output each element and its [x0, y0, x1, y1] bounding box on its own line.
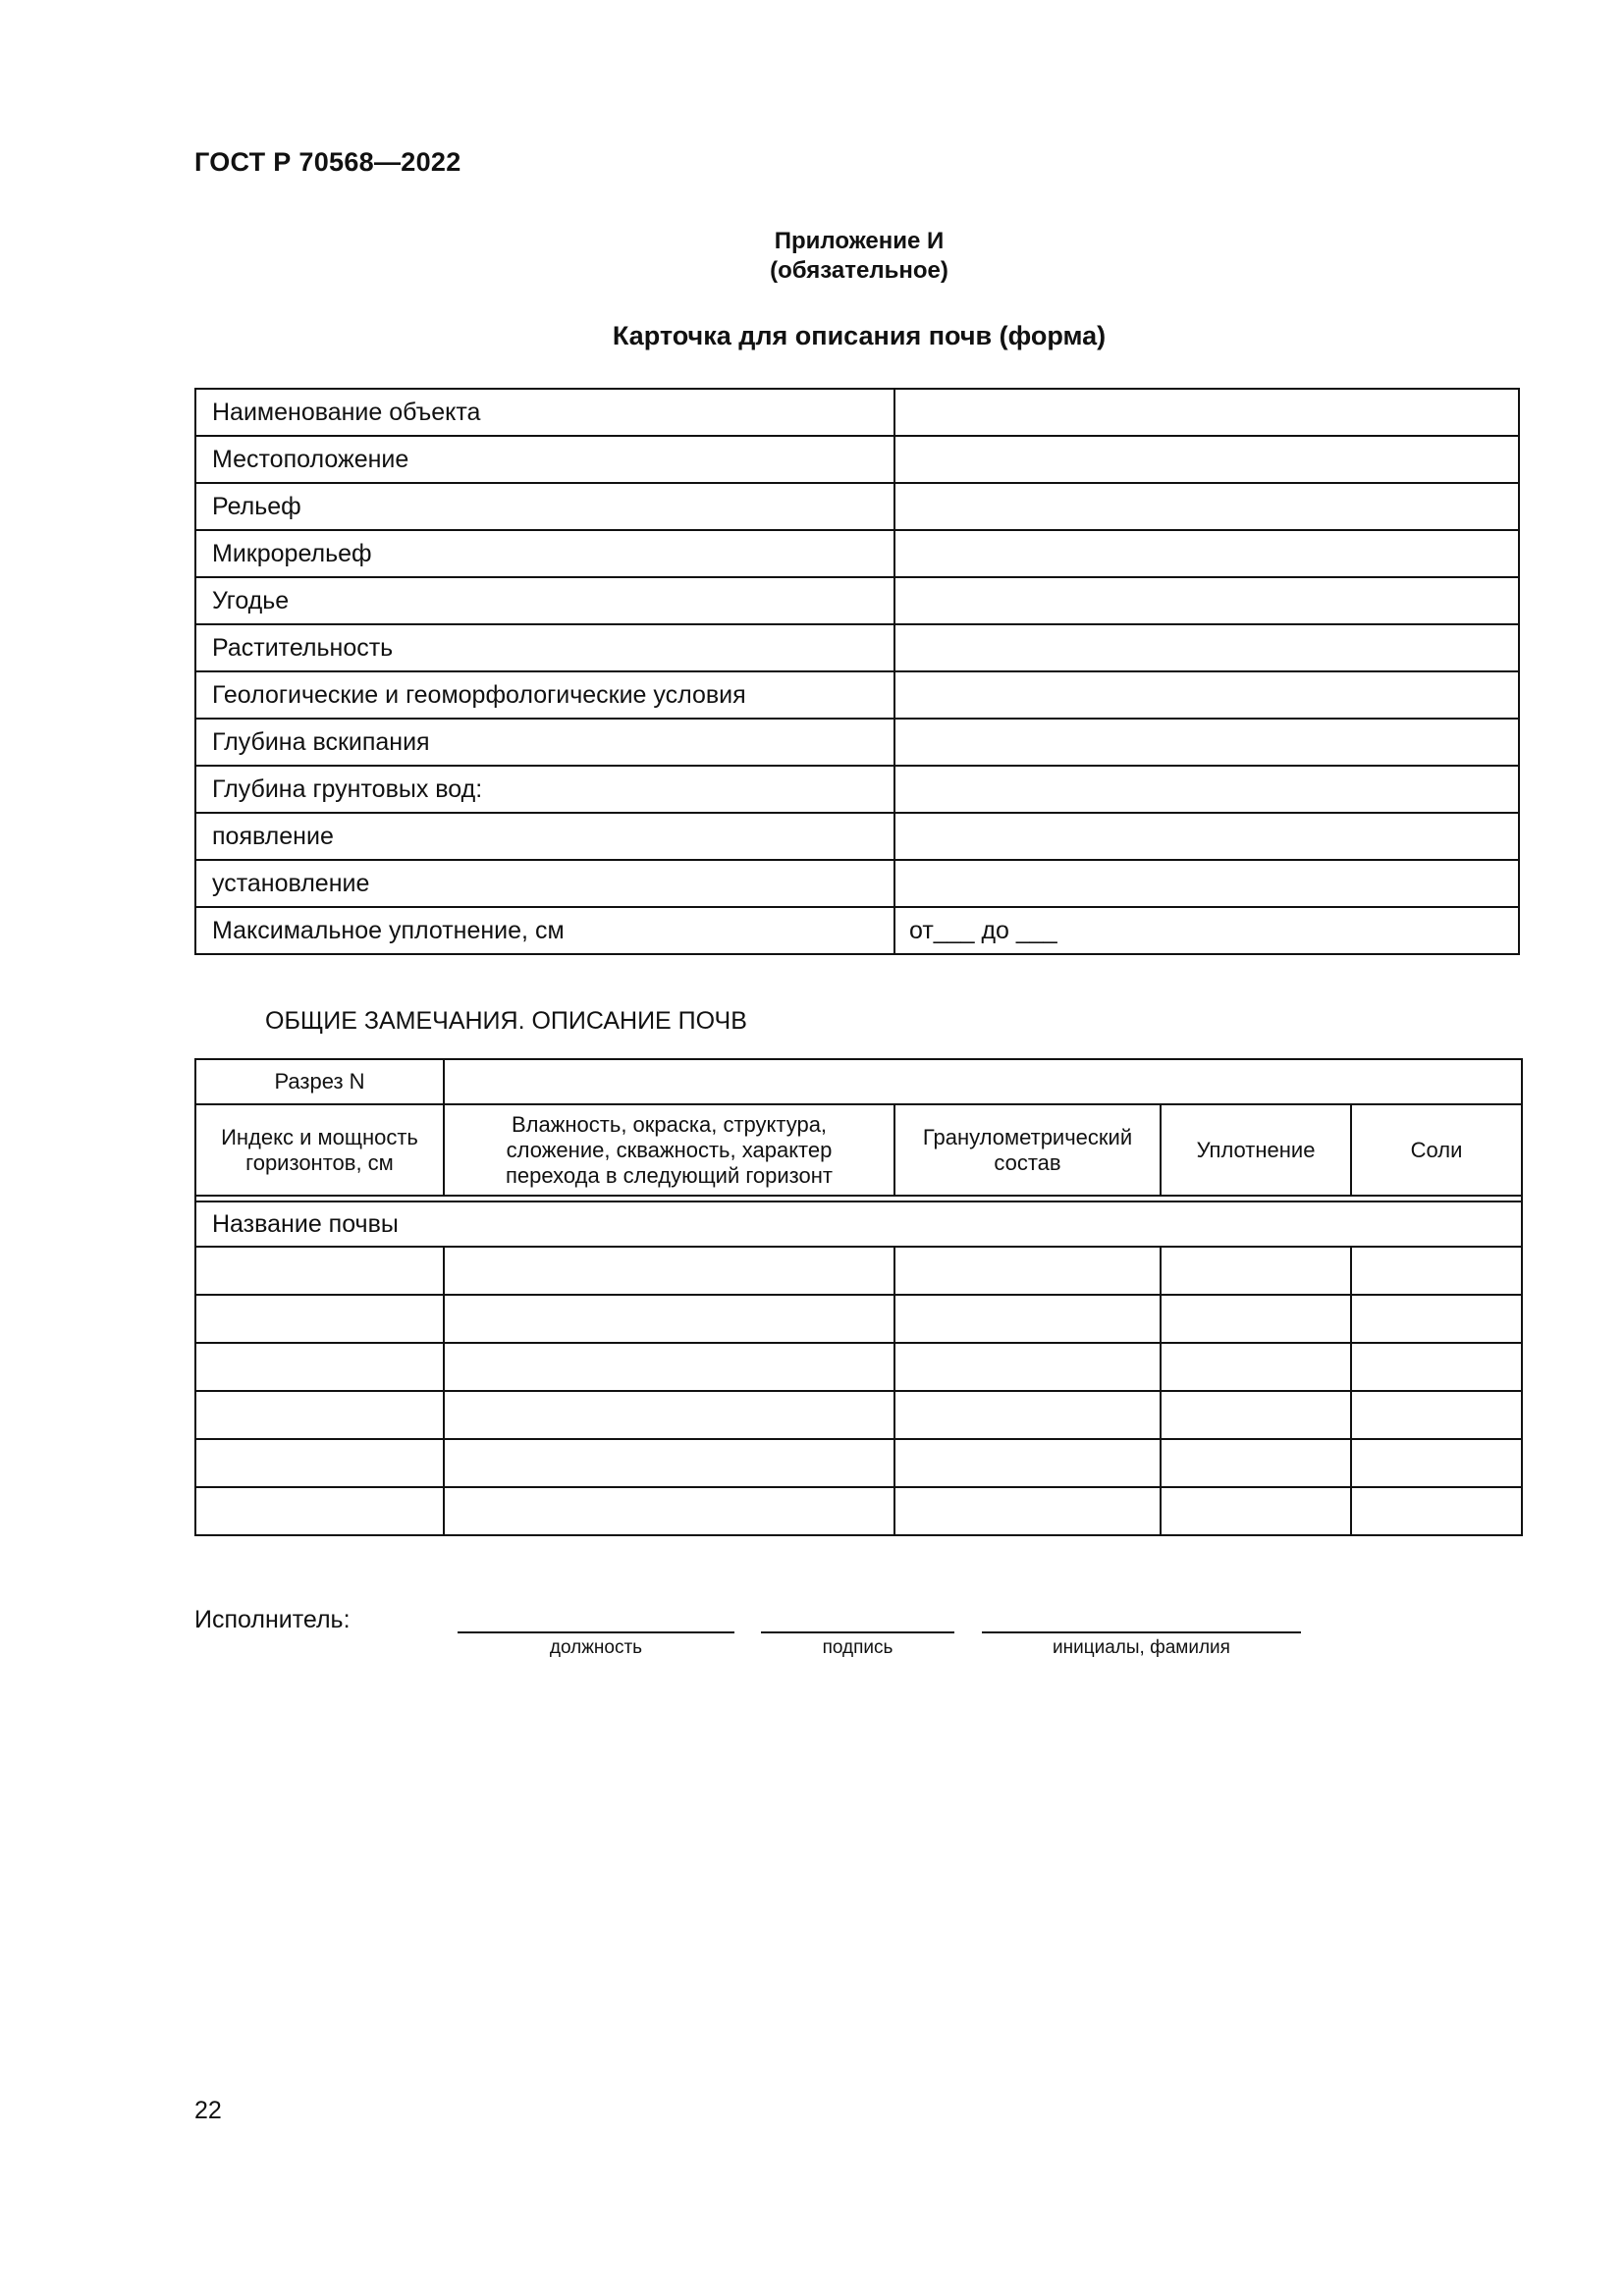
table-row [195, 1201, 1522, 1247]
table-row [195, 1247, 1522, 1295]
field-label: Рельеф [195, 483, 894, 530]
table-row [195, 389, 1519, 436]
field-label: Угодье [195, 577, 894, 624]
field-value[interactable] [894, 389, 1519, 436]
table-cell[interactable] [894, 1487, 1161, 1535]
razrez-label: Разрез N [195, 1059, 444, 1104]
soil-description-table [194, 1058, 1523, 1536]
annex-title: Приложение И [774, 228, 945, 254]
field-label: Глубина грунтовых вод: [195, 766, 894, 813]
column-header: Уплотнение [1161, 1104, 1351, 1196]
table-cell[interactable] [894, 1343, 1161, 1391]
table-cell[interactable] [1161, 1247, 1351, 1295]
column-header: Индекс и мощность горизонтов, см [195, 1104, 444, 1196]
table-row [195, 483, 1519, 530]
table-cell[interactable] [1351, 1439, 1522, 1487]
table-cell[interactable] [195, 1439, 444, 1487]
object-info-table [194, 388, 1520, 955]
table-cell[interactable] [1161, 1295, 1351, 1343]
position-caption: должность [549, 1637, 643, 1658]
table-row [195, 436, 1519, 483]
table-row [195, 1439, 1522, 1487]
table-cell[interactable] [894, 1247, 1161, 1295]
table-cell[interactable] [894, 1391, 1161, 1439]
name-line[interactable] [982, 1631, 1301, 1633]
table-row [195, 1487, 1522, 1535]
table-row [195, 1295, 1522, 1343]
table-cell[interactable] [1161, 1487, 1351, 1535]
field-label: установление [195, 860, 894, 907]
field-label: Растительность [195, 624, 894, 671]
table-cell[interactable] [444, 1295, 894, 1343]
table-cell[interactable] [1161, 1391, 1351, 1439]
field-label: Местоположение [195, 436, 894, 483]
table-row [195, 860, 1519, 907]
field-label: Геологические и геоморфологические условия [195, 671, 894, 719]
table-cell[interactable] [1161, 1439, 1351, 1487]
table-cell[interactable] [444, 1439, 894, 1487]
table-cell[interactable] [444, 1487, 894, 1535]
table-cell[interactable] [1351, 1487, 1522, 1535]
table-cell[interactable] [195, 1391, 444, 1439]
signature-line[interactable] [761, 1631, 954, 1633]
table-row [195, 907, 1519, 954]
column-header: Соли [1351, 1104, 1522, 1196]
table-row [195, 577, 1519, 624]
field-label: появление [195, 813, 894, 860]
column-header: Влажность, окраска, структура, сложение, скважность, характер перехода в следующий горизонт [444, 1104, 894, 1196]
column-header: Гранулометрический состав [894, 1104, 1161, 1196]
field-label: Микрорельеф [195, 530, 894, 577]
field-label: Максимальное уплотнение, см [195, 907, 894, 954]
form-title: Карточка для описания почв (форма) [612, 321, 1107, 350]
table-cell[interactable] [1351, 1391, 1522, 1439]
table-row [195, 1059, 1522, 1104]
table-row [195, 671, 1519, 719]
razrez-value[interactable] [444, 1059, 1522, 1104]
table-row [195, 719, 1519, 766]
document-code: ГОСТ Р 70568—2022 [194, 147, 461, 177]
field-value[interactable] [894, 719, 1519, 766]
field-value[interactable] [894, 577, 1519, 624]
executor-label: Исполнитель: [194, 1606, 351, 1633]
table-cell[interactable] [195, 1343, 444, 1391]
soil-name-label: Название почвы [195, 1201, 1522, 1247]
table-cell[interactable] [1161, 1343, 1351, 1391]
table-cell[interactable] [444, 1391, 894, 1439]
table-row [195, 624, 1519, 671]
table-cell[interactable] [1351, 1343, 1522, 1391]
signature-caption: подпись [822, 1637, 893, 1658]
field-value[interactable] [894, 483, 1519, 530]
table-row [195, 1391, 1522, 1439]
field-label: Наименование объекта [195, 389, 894, 436]
section-title: ОБЩИЕ ЗАМЕЧАНИЯ. ОПИСАНИЕ ПОЧВ [265, 1007, 747, 1035]
table-cell[interactable] [1351, 1295, 1522, 1343]
field-value[interactable] [894, 766, 1519, 813]
field-value[interactable] [894, 530, 1519, 577]
position-line[interactable] [458, 1631, 734, 1633]
field-value[interactable] [894, 813, 1519, 860]
table-cell[interactable] [195, 1295, 444, 1343]
field-value[interactable] [894, 860, 1519, 907]
field-label: Глубина вскипания [195, 719, 894, 766]
table-cell[interactable] [444, 1247, 894, 1295]
table-row [195, 530, 1519, 577]
field-value[interactable] [894, 436, 1519, 483]
field-value[interactable] [894, 624, 1519, 671]
field-value[interactable]: от___ до ___ [894, 907, 1519, 954]
name-caption: инициалы, фамилия [1053, 1637, 1230, 1658]
table-cell[interactable] [444, 1343, 894, 1391]
table-cell[interactable] [1351, 1247, 1522, 1295]
table-header-row [195, 1104, 1522, 1196]
table-cell[interactable] [894, 1295, 1161, 1343]
table-cell[interactable] [195, 1487, 444, 1535]
field-value[interactable] [894, 671, 1519, 719]
table-row [195, 1343, 1522, 1391]
table-cell[interactable] [195, 1247, 444, 1295]
table-row [195, 766, 1519, 813]
table-cell[interactable] [894, 1439, 1161, 1487]
page-number: 22 [194, 2097, 222, 2124]
table-row [195, 813, 1519, 860]
annex-status: (обязательное) [770, 257, 948, 284]
